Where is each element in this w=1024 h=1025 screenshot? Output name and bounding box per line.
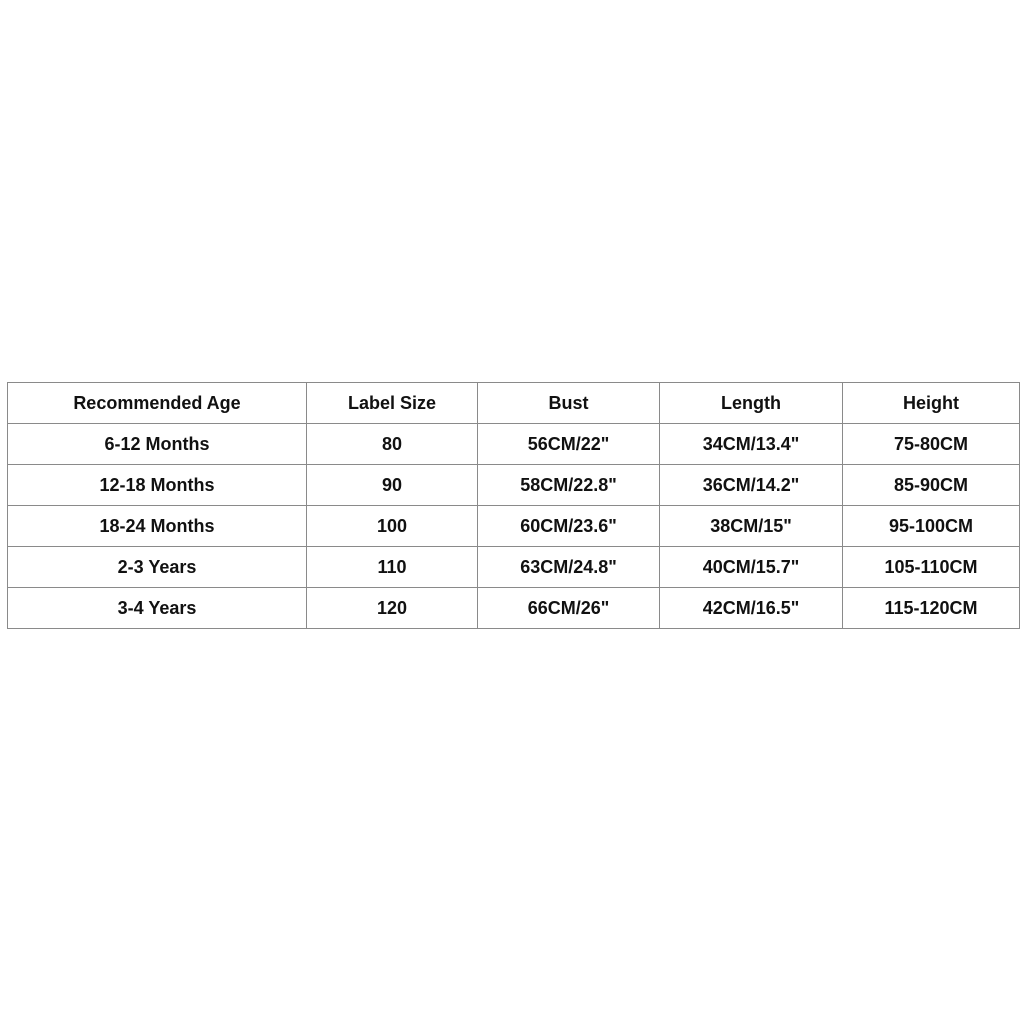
cell-height: 75-80CM: [843, 424, 1020, 465]
table-row: [8, 588, 1020, 629]
table-row: [8, 465, 1020, 506]
header-recommended-age: Recommended Age: [8, 383, 307, 424]
cell-bust: 63CM/24.8": [478, 547, 660, 588]
cell-bust: 58CM/22.8": [478, 465, 660, 506]
cell-recommended-age: 3-4 Years: [8, 588, 307, 629]
header-length: Length: [660, 383, 843, 424]
cell-bust: 56CM/22": [478, 424, 660, 465]
cell-height: 105-110CM: [843, 547, 1020, 588]
cell-height: 115-120CM: [843, 588, 1020, 629]
header-label-size: Label Size: [307, 383, 478, 424]
cell-label-size: 110: [307, 547, 478, 588]
table-row: [8, 506, 1020, 547]
cell-label-size: 80: [307, 424, 478, 465]
cell-label-size: 120: [307, 588, 478, 629]
cell-length: 42CM/16.5": [660, 588, 843, 629]
cell-label-size: 100: [307, 506, 478, 547]
cell-recommended-age: 12-18 Months: [8, 465, 307, 506]
cell-label-size: 90: [307, 465, 478, 506]
cell-length: 36CM/14.2": [660, 465, 843, 506]
cell-recommended-age: 2-3 Years: [8, 547, 307, 588]
header-height: Height: [843, 383, 1020, 424]
table-row: [8, 424, 1020, 465]
cell-length: 38CM/15": [660, 506, 843, 547]
cell-height: 95-100CM: [843, 506, 1020, 547]
cell-length: 40CM/15.7": [660, 547, 843, 588]
cell-height: 85-90CM: [843, 465, 1020, 506]
table-row: [8, 547, 1020, 588]
cell-length: 34CM/13.4": [660, 424, 843, 465]
cell-bust: 66CM/26": [478, 588, 660, 629]
cell-recommended-age: 18-24 Months: [8, 506, 307, 547]
size-chart-table: [7, 382, 1020, 629]
cell-recommended-age: 6-12 Months: [8, 424, 307, 465]
cell-bust: 60CM/23.6": [478, 506, 660, 547]
header-bust: Bust: [478, 383, 660, 424]
table-header-row: [8, 383, 1020, 424]
